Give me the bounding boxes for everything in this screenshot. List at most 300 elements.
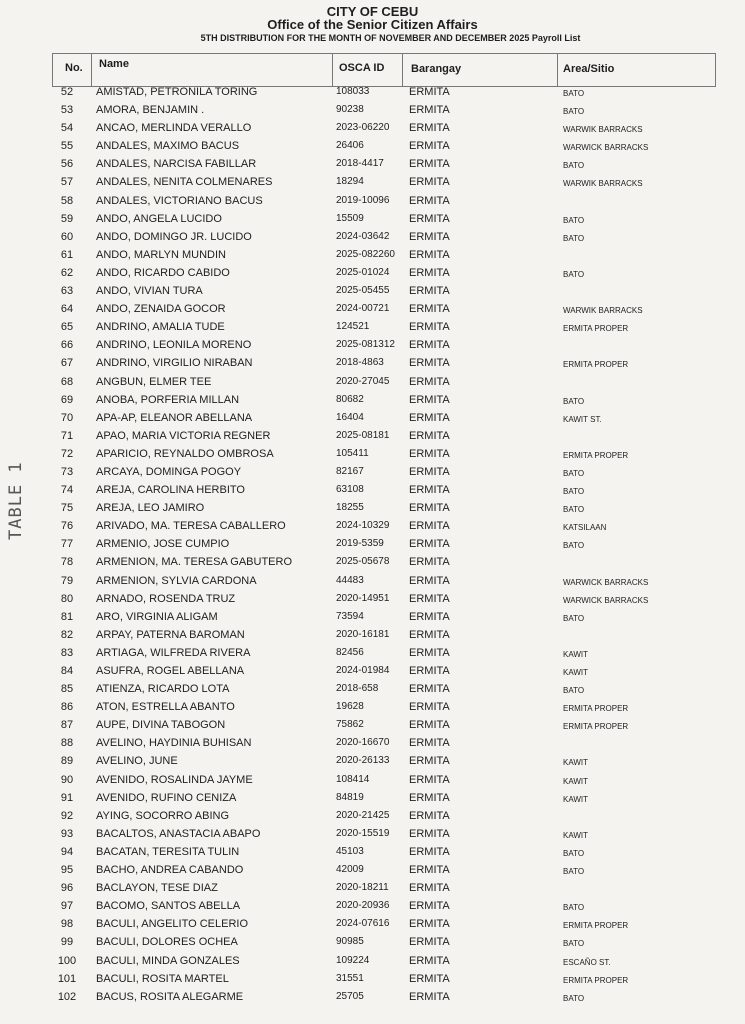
row-name: ANDRINO, VIRGILIO NIRABAN: [96, 357, 253, 370]
row-osca-id: 109224: [336, 954, 370, 966]
row-name: APAO, MARIA VICTORIA REGNER: [96, 429, 271, 442]
row-area: ERMITA PROPER: [563, 450, 629, 460]
row-name: ANDO, VIVIAN TURA: [96, 285, 203, 298]
header-divider: [557, 54, 558, 86]
row-area: BATO: [563, 269, 585, 279]
row-area: BATO: [563, 686, 585, 696]
table-row: [0, 283, 745, 301]
row-area: ERMITA PROPER: [563, 975, 629, 985]
row-barangay: ERMITA: [409, 646, 450, 659]
row-number: 74: [60, 484, 74, 497]
row-name: APARICIO, REYNALDO OMBROSA: [96, 447, 274, 460]
table-row: [0, 844, 745, 862]
header-divider: [402, 54, 403, 86]
row-osca-id: 2020-27045: [336, 375, 390, 387]
row-barangay: ERMITA: [409, 990, 450, 1003]
row-name: AVENIDO, ROSALINDA JAYME: [96, 773, 253, 786]
row-osca-id: 2018-4863: [336, 357, 384, 369]
row-barangay: ERMITA: [409, 212, 450, 225]
row-area: BATO: [563, 939, 585, 949]
row-barangay: ERMITA: [409, 683, 450, 696]
row-barangay: ERMITA: [409, 538, 450, 551]
row-osca-id: 2024-10329: [336, 520, 390, 532]
row-area: ERMITA PROPER: [563, 704, 629, 714]
row-number: 85: [60, 683, 74, 696]
table-row: [0, 735, 745, 753]
row-barangay: ERMITA: [409, 393, 450, 406]
row-barangay: ERMITA: [409, 176, 450, 189]
table-row: [0, 518, 745, 536]
row-name: ARMENIO, JOSE CUMPIO: [96, 538, 230, 551]
row-barangay: ERMITA: [409, 484, 450, 497]
row-name: ANDO, DOMINGO JR. LUCIDO: [96, 230, 252, 243]
row-name: ARMENION, MA. TERESA GABUTERO: [96, 556, 292, 569]
table-row: [0, 392, 745, 410]
row-name: ASUFRA, ROGEL ABELLANA: [96, 665, 245, 677]
handwritten-margin-note: TABLE 1: [6, 461, 26, 540]
row-area: ERMITA PROPER: [563, 324, 629, 334]
row-name: ANDO, ZENAIDA GOCOR: [96, 303, 226, 316]
row-area: BATO: [563, 613, 585, 623]
row-area: ERMITA PROPER: [563, 921, 629, 931]
table-row: [0, 319, 745, 337]
row-osca-id: 2020-26133: [336, 755, 390, 767]
row-osca-id: 2019-5359: [336, 538, 384, 550]
row-barangay: ERMITA: [409, 86, 450, 98]
row-area: WARWICK BARRACKS: [563, 577, 649, 587]
table-row: [0, 265, 745, 283]
row-area: BATO: [563, 867, 585, 877]
row-barangay: ERMITA: [409, 845, 450, 858]
row-area: WARWIK BARRACKS: [563, 125, 643, 135]
row-name: AREJA, CAROLINA HERBITO: [96, 484, 245, 497]
row-number: 70: [60, 411, 74, 424]
row-osca-id: 108414: [336, 773, 370, 785]
row-area: KAWIT: [563, 830, 589, 840]
table-row: [0, 645, 745, 663]
row-name: BACALTOS, ANASTACIA ABAPO: [96, 827, 261, 840]
row-number: 56: [60, 158, 74, 171]
table-row: [0, 971, 745, 989]
row-name: AVENIDO, RUFINO CENIZA: [96, 791, 237, 804]
row-number: 63: [60, 285, 74, 298]
table-row: [0, 753, 745, 771]
row-barangay: ERMITA: [409, 447, 450, 460]
row-osca-id: 82456: [336, 646, 364, 658]
row-osca-id: 44483: [336, 574, 364, 586]
row-name: ARNADO, ROSENDA TRUZ: [96, 592, 236, 605]
row-area: KAWIT: [563, 668, 589, 677]
row-area: WARWICK BARRACKS: [563, 143, 649, 153]
row-barangay: ERMITA: [409, 918, 450, 931]
row-number: 91: [60, 791, 74, 804]
table-row: [0, 84, 745, 102]
row-barangay: ERMITA: [409, 809, 450, 822]
row-osca-id: 2025-082260: [336, 248, 395, 260]
row-name: AREJA, LEO JAMIRO: [96, 502, 205, 515]
row-osca-id: 15509: [336, 212, 364, 224]
table-row: [0, 211, 745, 229]
row-area: BATO: [563, 107, 585, 117]
table-body: [0, 84, 745, 1007]
row-number: 80: [60, 592, 74, 605]
row-osca-id: 90985: [336, 936, 364, 948]
row-barangay: ERMITA: [409, 628, 450, 641]
row-osca-id: 82167: [336, 465, 364, 477]
row-area: KAWIT: [563, 776, 589, 786]
row-number: 72: [60, 447, 74, 460]
row-name: BACATAN, TERESITA TULIN: [96, 845, 240, 858]
row-area: BATO: [563, 541, 585, 551]
row-name: ANDALES, VICTORIANO BACUS: [96, 194, 263, 207]
row-area: WARWIK BARRACKS: [563, 179, 643, 189]
table-row: [0, 627, 745, 645]
row-name: ANDRINO, LEONILA MORENO: [96, 339, 252, 352]
table-row: [0, 934, 745, 952]
row-number: 73: [60, 465, 74, 478]
row-number: 84: [60, 665, 74, 677]
row-barangay: ERMITA: [409, 592, 450, 605]
row-name: ANDO, MARLYN MUNDIN: [96, 248, 226, 261]
row-number: 58: [60, 194, 74, 207]
row-osca-id: 2023-06220: [336, 122, 390, 134]
row-name: ANDALES, NENITA COLMENARES: [96, 176, 273, 189]
table-row: [0, 772, 745, 790]
table-row: [0, 536, 745, 554]
row-name: AVELINO, HAYDINIA BUHISAN: [96, 737, 252, 750]
row-osca-id: 2024-07616: [336, 918, 390, 930]
row-number: 69: [60, 393, 74, 406]
row-barangay: ERMITA: [409, 248, 450, 261]
column-header-area: Area/Sitio: [563, 63, 615, 75]
row-name: ANDO, RICARDO CABIDO: [96, 266, 230, 279]
row-barangay: ERMITA: [409, 936, 450, 949]
header-divider: [332, 54, 333, 86]
row-osca-id: 2020-18211: [336, 882, 389, 894]
row-area: BATO: [563, 505, 585, 515]
row-number: 86: [60, 701, 74, 714]
table-row: [0, 229, 745, 247]
row-name: ATON, ESTRELLA ABANTO: [96, 701, 235, 714]
row-area: BATO: [563, 993, 585, 1003]
row-barangay: ERMITA: [409, 972, 450, 985]
table-row: [0, 826, 745, 844]
row-barangay: ERMITA: [409, 321, 450, 334]
table-row: [0, 989, 745, 1007]
row-barangay: ERMITA: [409, 882, 450, 895]
row-area: BATO: [563, 848, 585, 858]
row-osca-id: 2024-03642: [336, 230, 390, 242]
row-area: BATO: [563, 487, 585, 497]
row-barangay: ERMITA: [409, 737, 450, 750]
table-row: [0, 138, 745, 156]
row-area: BATO: [563, 233, 585, 243]
row-number: 90: [60, 773, 74, 786]
row-osca-id: 2018-4417: [336, 158, 384, 170]
row-barangay: ERMITA: [409, 502, 450, 515]
row-osca-id: 2020-20936: [336, 900, 390, 912]
row-osca-id: 45103: [336, 845, 364, 857]
row-osca-id: 105411: [336, 447, 369, 459]
table-row: [0, 410, 745, 428]
row-name: BACUS, ROSITA ALEGARME: [96, 990, 244, 1003]
row-osca-id: 2020-16670: [336, 737, 390, 749]
table-row: [0, 247, 745, 265]
row-area: KAWIT: [563, 758, 589, 768]
row-barangay: ERMITA: [409, 574, 450, 587]
table-row: [0, 337, 745, 355]
row-name: ANDALES, NARCISA FABILLAR: [96, 158, 257, 171]
row-osca-id: 90238: [336, 104, 364, 116]
row-number: 55: [60, 140, 74, 153]
row-barangay: ERMITA: [409, 827, 450, 840]
row-barangay: ERMITA: [409, 791, 450, 804]
row-osca-id: 2025-08181: [336, 429, 390, 441]
row-name: BACHO, ANDREA CABANDO: [96, 864, 244, 877]
row-osca-id: 25705: [336, 990, 364, 1002]
row-number: 76: [60, 520, 74, 533]
row-number: 65: [60, 321, 74, 334]
row-name: AVELINO, JUNE: [96, 755, 178, 768]
row-name: AUPE, DIVINA TABOGON: [96, 719, 226, 732]
row-barangay: ERMITA: [409, 339, 450, 352]
table-row: [0, 500, 745, 518]
row-number: 62: [60, 266, 74, 279]
table-row: [0, 554, 745, 572]
row-osca-id: 2024-00721: [336, 303, 390, 315]
table-row: [0, 953, 745, 971]
row-barangay: ERMITA: [409, 194, 450, 207]
row-number: 100: [57, 954, 77, 967]
table-row: [0, 699, 745, 717]
row-osca-id: 2020-16181: [336, 628, 390, 640]
row-barangay: ERMITA: [409, 556, 450, 569]
row-number: 88: [60, 737, 74, 750]
row-barangay: ERMITA: [409, 104, 450, 117]
row-number: 99: [60, 936, 74, 949]
row-number: 59: [60, 212, 74, 225]
row-barangay: ERMITA: [409, 266, 450, 279]
row-number: 98: [60, 918, 74, 931]
row-osca-id: 2025-05455: [336, 285, 390, 297]
row-number: 71: [60, 429, 74, 442]
table-row: [0, 174, 745, 192]
row-number: 94: [60, 845, 74, 858]
row-osca-id: 16404: [336, 411, 364, 423]
row-number: 82: [60, 628, 74, 641]
table-row: [0, 120, 745, 138]
row-barangay: ERMITA: [409, 520, 450, 533]
row-number: 68: [60, 375, 74, 388]
row-osca-id: 2019-10096: [336, 194, 390, 206]
row-number: 101: [57, 972, 77, 985]
payroll-subtitle: 5TH DISTRIBUTION FOR THE MONTH OF NOVEMBER AND DECEMBER 2025 Payroll List: [200, 33, 581, 43]
row-osca-id: 2020-15519: [336, 827, 390, 839]
row-number: 81: [60, 610, 74, 623]
row-barangay: ERMITA: [409, 303, 450, 316]
row-name: ARO, VIRGINIA ALIGAM: [96, 610, 218, 623]
row-barangay: ERMITA: [409, 610, 450, 623]
row-osca-id: 124521: [336, 321, 370, 333]
row-osca-id: 75862: [336, 719, 364, 731]
row-osca-id: 2025-05678: [336, 556, 390, 568]
row-name: ARPAY, PATERNA BAROMAN: [96, 628, 245, 641]
row-number: 95: [60, 864, 74, 877]
table-row: [0, 862, 745, 880]
table-row: [0, 156, 745, 174]
row-name: BACOMO, SANTOS ABELLA: [96, 900, 241, 913]
row-barangay: ERMITA: [409, 773, 450, 786]
table-row: [0, 301, 745, 319]
column-header-osca-id: OSCA ID: [339, 62, 385, 74]
city-title: CITY OF CEBU: [326, 4, 419, 19]
row-name: ANDRINO, AMALIA TUDE: [96, 321, 225, 334]
row-area: BATO: [563, 468, 585, 478]
row-name: AMORA, BENJAMIN .: [96, 104, 205, 117]
table-row: [0, 573, 745, 591]
row-name: ANDALES, MAXIMO BACUS: [96, 140, 240, 153]
row-barangay: ERMITA: [409, 701, 450, 714]
row-name: ANGBUN, ELMER TEE: [96, 375, 212, 388]
row-area: KAWIT: [563, 794, 589, 804]
table-row: [0, 482, 745, 500]
row-name: ARTIAGA, WILFREDA RIVERA: [96, 646, 251, 659]
row-name: AYING, SOCORRO ABING: [96, 809, 230, 822]
row-osca-id: 108033: [336, 86, 370, 97]
row-number: 53: [60, 104, 74, 117]
table-row: [0, 898, 745, 916]
row-osca-id: 2024-01984: [336, 665, 390, 676]
row-barangay: ERMITA: [409, 230, 450, 243]
row-osca-id: 80682: [336, 393, 364, 405]
table-row: [0, 681, 745, 699]
row-name: BACULI, MINDA GONZALES: [96, 954, 240, 967]
row-name: APA-AP, ELEANOR ABELLANA: [96, 411, 253, 424]
row-osca-id: 2020-14951: [336, 592, 390, 604]
row-area: ESCAÑO ST.: [563, 957, 611, 967]
row-number: 60: [60, 230, 74, 243]
row-number: 93: [60, 827, 74, 840]
row-barangay: ERMITA: [409, 285, 450, 298]
row-area: ERMITA PROPER: [563, 722, 629, 732]
row-number: 67: [60, 357, 74, 370]
row-number: 57: [60, 176, 74, 189]
table-row: [0, 808, 745, 826]
row-number: 79: [60, 574, 74, 587]
row-osca-id: 18255: [336, 502, 364, 514]
row-name: ATIENZA, RICARDO LOTA: [96, 683, 230, 696]
row-barangay: ERMITA: [409, 665, 450, 677]
row-osca-id: 73594: [336, 610, 364, 622]
table-row: [0, 428, 745, 446]
row-area: BATO: [563, 215, 585, 225]
column-header-barangay: Barangay: [411, 63, 462, 75]
table-row: [0, 355, 745, 373]
column-header-name: Name: [99, 58, 129, 70]
row-number: 87: [60, 719, 74, 732]
row-name: ANOBA, PORFERIA MILLAN: [96, 393, 240, 406]
row-barangay: ERMITA: [409, 122, 450, 135]
row-area: BATO: [563, 161, 585, 171]
table-row: [0, 374, 745, 392]
table-row: [0, 102, 745, 120]
row-barangay: ERMITA: [409, 357, 450, 370]
row-name: BACULI, ROSITA MARTEL: [96, 972, 229, 985]
row-name: AMISTAD, PETRONILA TORING: [96, 86, 258, 98]
row-number: 102: [57, 990, 77, 1003]
row-area: BATO: [563, 903, 585, 913]
column-header-no: No.: [65, 62, 83, 74]
row-barangay: ERMITA: [409, 429, 450, 442]
table-row: [0, 717, 745, 735]
row-number: 75: [60, 502, 74, 515]
row-number: 77: [60, 538, 74, 551]
row-osca-id: 2025-081312: [336, 339, 395, 351]
row-barangay: ERMITA: [409, 900, 450, 913]
row-area: WARWICK BARRACKS: [563, 595, 649, 605]
row-area: KAWIT ST.: [563, 414, 602, 424]
row-number: 83: [60, 646, 74, 659]
row-barangay: ERMITA: [409, 158, 450, 171]
row-barangay: ERMITA: [409, 411, 450, 424]
row-barangay: ERMITA: [409, 465, 450, 478]
row-number: 54: [60, 122, 74, 135]
row-osca-id: 63108: [336, 484, 364, 496]
row-osca-id: 42009: [336, 864, 364, 876]
row-number: 61: [60, 248, 74, 261]
row-osca-id: 84819: [336, 791, 364, 803]
row-name: BACLAYON, TESE DIAZ: [96, 882, 218, 895]
row-name: ARCAYA, DOMINGA POGOY: [96, 465, 242, 478]
row-osca-id: 31551: [336, 972, 364, 984]
row-number: 78: [60, 556, 74, 569]
row-area: ERMITA PROPER: [563, 360, 629, 370]
row-name: BACULI, DOLORES OCHEA: [96, 936, 238, 949]
row-osca-id: 26406: [336, 140, 364, 152]
row-barangay: ERMITA: [409, 755, 450, 768]
row-barangay: ERMITA: [409, 954, 450, 967]
row-number: 96: [60, 882, 74, 895]
row-area: BATO: [563, 89, 585, 98]
row-area: KATSILAAN: [563, 523, 607, 533]
row-name: ARIVADO, MA. TERESA CABALLERO: [96, 520, 286, 533]
table-header: [52, 53, 716, 87]
row-barangay: ERMITA: [409, 140, 450, 153]
table-row: [0, 609, 745, 627]
row-number: 64: [60, 303, 74, 316]
row-name: BACULI, ANGELITO CELERIO: [96, 918, 249, 931]
table-row: [0, 916, 745, 934]
row-area: KAWIT: [563, 649, 589, 659]
table-row: [0, 663, 745, 681]
row-area: BATO: [563, 396, 585, 406]
row-barangay: ERMITA: [409, 719, 450, 732]
row-osca-id: 19628: [336, 701, 364, 713]
row-area: WARWIK BARRACKS: [563, 306, 643, 316]
office-title: Office of the Senior Citizen Affairs: [267, 17, 478, 32]
table-row: [0, 880, 745, 898]
table-row: [0, 464, 745, 482]
row-number: 92: [60, 809, 74, 822]
row-barangay: ERMITA: [409, 864, 450, 877]
row-number: 52: [60, 86, 74, 98]
row-osca-id: 18294: [336, 176, 364, 188]
row-osca-id: 2018-658: [336, 683, 379, 695]
table-row: [0, 790, 745, 808]
row-barangay: ERMITA: [409, 375, 450, 388]
table-row: [0, 193, 745, 211]
header-divider: [91, 54, 92, 86]
